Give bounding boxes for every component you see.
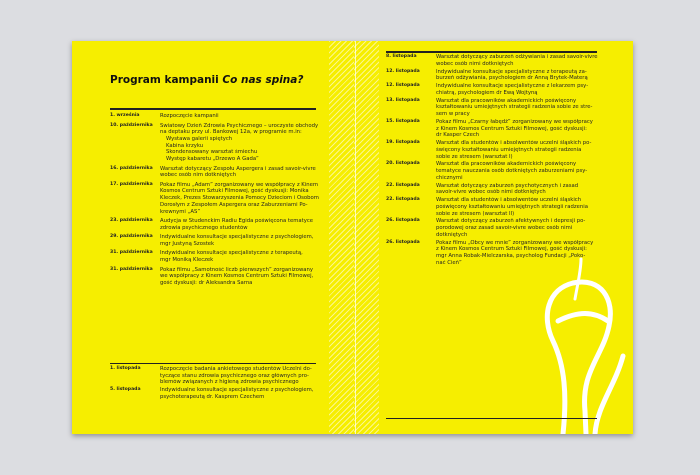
event-description xyxy=(436,98,597,118)
event-date: 10. października xyxy=(110,122,153,128)
event-description-line: psychoterapeutą dr. Kasprem Czechem xyxy=(160,394,265,400)
event-date: 12. listopada xyxy=(386,68,420,74)
event-description-line: chicznymi xyxy=(436,174,463,181)
event-description xyxy=(160,267,316,287)
event-description xyxy=(436,197,597,217)
event-description xyxy=(160,113,316,120)
bottom-rule-right xyxy=(386,418,597,419)
event-description-line: Audycja w Studenckim Radiu Egida poświęcona tematyce xyxy=(160,218,314,225)
event-row xyxy=(386,218,597,238)
event-row xyxy=(110,366,316,386)
event-date: 17. października xyxy=(110,181,153,187)
event-description-line: Pokaz filmu „Samotność liczb pierwszych” zorganizowany xyxy=(160,266,314,273)
event-description-line: sem w pracy xyxy=(436,111,470,118)
event-description-line: Warsztat dla studentów i absolwentów uczelni śląskich po- xyxy=(436,140,592,147)
event-date: 20. listopada xyxy=(386,161,420,167)
event-date: 15. listopada xyxy=(386,118,420,124)
event-description-line: kształtowaniu umiejętnych strategii radzenia sobie ze stre- xyxy=(436,104,593,111)
event-date: 31. października xyxy=(110,250,153,256)
program-item: Występ kabaretu „Drzewo A Gada” xyxy=(166,156,259,163)
event-description-line: Rozpoczęcie kampanii xyxy=(160,113,219,119)
event-row xyxy=(110,387,316,400)
section-rule xyxy=(110,363,316,364)
event-row xyxy=(110,250,316,263)
program-item: Kabina krzyku xyxy=(166,142,204,149)
event-description-line: burzeń odżywiania, psychologiem dr Anną Brytek-Materą xyxy=(436,75,588,82)
event-date: 19. listopada xyxy=(386,140,420,146)
event-description-line: Indywidualne konsultacje specjalistyczne z psychologiem, xyxy=(160,234,314,241)
event-date: 1. września xyxy=(110,113,140,118)
spine-line xyxy=(355,41,356,434)
event-description-line: Pokaz filmu „Czarny łabędź” zorganizowany we współpracy xyxy=(436,118,593,125)
left-page xyxy=(72,41,354,434)
event-description xyxy=(160,387,316,400)
event-row xyxy=(386,240,597,267)
event-row xyxy=(386,98,597,118)
event-date: 22. listopada xyxy=(386,182,420,188)
event-row xyxy=(386,54,597,67)
event-date: 26. listopada xyxy=(386,239,420,245)
event-description-line: Warsztat dotyczący zaburzeń psychotycznych i zasad xyxy=(436,182,579,189)
event-row xyxy=(110,113,316,120)
events-table-november xyxy=(110,366,316,402)
event-description-line: gość dyskusji: dr Aleksandra Sarna xyxy=(160,280,253,287)
title-main: Program kampanii xyxy=(110,74,223,86)
event-description-line: Pokaz filmu „Obcy we mnie” zorganizowany we współpracy xyxy=(436,239,594,246)
event-date: 29. października xyxy=(110,234,153,240)
event-date: 8. listopada xyxy=(386,54,417,59)
event-description-line: tematyce nauczania osób dotkniętych zaburzeniami psy- xyxy=(436,168,588,175)
page-title xyxy=(110,74,303,86)
event-description xyxy=(160,166,316,179)
event-description xyxy=(436,183,597,196)
event-description-line: Indywidualne konsultacje specjalistyczne z lekarzem psy- xyxy=(436,83,589,90)
event-row xyxy=(110,267,316,287)
event-description-line: Pokaz filmu „Adam” zorganizowany we współpracy z Kinem xyxy=(160,181,319,188)
event-description-line: nać Cień” xyxy=(436,259,462,266)
event-date: 5. listopada xyxy=(110,387,141,393)
event-row xyxy=(386,197,597,217)
event-description-line: wobec osób nim dotkniętych xyxy=(160,172,237,179)
event-description-line: święcony kształtowaniu umiejętnych strategii radzenia xyxy=(436,146,582,153)
event-date: 13. listopada xyxy=(386,97,420,103)
event-description-line: sobie ze stresem (warsztat I) xyxy=(436,153,513,160)
event-row xyxy=(386,119,597,139)
event-description-line: Warsztat dotyczący zaburzeń odżywiania i zasad savoir-vivre xyxy=(436,54,598,60)
event-row xyxy=(386,183,597,196)
event-description-line: Światowy Dzień Zdrowia Psychicznego – uroczyste obchody xyxy=(160,122,319,129)
event-description-line: blemów związanych z higieną zdrowia psychicznego xyxy=(160,379,299,386)
event-description-line: dr Kasper Czech xyxy=(436,132,480,139)
event-description xyxy=(436,54,598,67)
event-description xyxy=(436,218,597,238)
spine-stripes-right xyxy=(354,41,379,434)
event-date: 1. listopada xyxy=(110,366,141,371)
event-description xyxy=(160,218,316,231)
event-description xyxy=(160,366,316,386)
event-description xyxy=(436,140,597,160)
events-table-right xyxy=(386,54,597,268)
event-description-line: mgr Justyną Szostek xyxy=(160,240,215,247)
event-description-line: sobie ze stresem (warsztat II) xyxy=(436,210,515,217)
event-date: 31. października xyxy=(110,266,153,272)
event-row xyxy=(110,218,316,231)
event-row xyxy=(386,69,597,82)
event-row xyxy=(386,140,597,160)
event-description xyxy=(160,234,316,247)
event-description-line: porodowej oraz zasad savoir-vivre wobec osób nimi xyxy=(436,225,573,232)
event-description-line: dotkniętych xyxy=(436,231,468,238)
event-description-line: Warsztat dla studentów i absolwentów uczelni śląskich xyxy=(436,197,582,204)
program-item: Wystawa galerii spiętych xyxy=(166,135,233,142)
event-description-line: mgr Moniką Kleczek xyxy=(160,257,214,264)
event-row xyxy=(386,83,597,96)
events-table-october xyxy=(110,113,319,290)
event-description xyxy=(436,161,597,181)
right-page xyxy=(354,41,633,434)
event-row xyxy=(386,161,597,181)
top-rule-right xyxy=(386,51,597,53)
event-description-line: z Kinem Kosmos Centrum Sztuki Filmowej, gość dyskusji: xyxy=(436,246,587,253)
event-row xyxy=(110,234,316,247)
event-description-line: Dorosłym z Zespołem Aspergera oraz Zaburzeniami Po- xyxy=(160,201,308,208)
event-description-line: chiatrą, psychologiem dr Ewą Wojtyną xyxy=(436,89,538,96)
top-rule xyxy=(110,108,316,110)
event-description-line: na deptaku przy ul. Bankowej 12a, w programie m.in: xyxy=(160,129,302,136)
event-description-line: we współpracy z Kinem Kosmos Centrum Sztuki Filmowej, xyxy=(160,273,314,280)
event-row xyxy=(110,166,316,179)
event-description xyxy=(160,123,318,163)
event-description xyxy=(160,182,319,216)
event-description-line: Indywidualne konsultacje specjalistyczne z terapeutą, xyxy=(160,250,303,257)
event-description-line: Kleczek, Prezes Stowarzyszenia Pomocy Dzieciom i Osobom xyxy=(160,195,319,202)
spine-stripes-left xyxy=(329,41,354,434)
event-date: 23. października xyxy=(110,218,153,224)
event-description xyxy=(160,250,316,263)
title-italic: Co nas spina? xyxy=(222,74,304,86)
event-description-line: poświęcony kształtowaniu umiejętnych strategii radzenia xyxy=(436,203,588,210)
event-description-line: krewnymi „AS” xyxy=(160,208,201,215)
event-description-line: Kosmos Centrum Sztuki Filmowej, gość dyskusji: Monika xyxy=(160,188,309,195)
event-description-line: Warsztat dla pracowników akademickich poświęcony xyxy=(436,161,577,168)
event-description-line: Warsztat dla pracowników akademickich poświęcony xyxy=(436,97,577,104)
event-description-line: Warsztat dotyczący zaburzeń afektywnych i depresji po- xyxy=(436,218,586,225)
event-description-line: Indywidualne konsultacje specjalistyczne z terapeutą za- xyxy=(436,68,587,75)
program-item: Skondensowany warsztat śmiechu xyxy=(166,149,258,156)
event-description xyxy=(436,83,597,96)
event-date: 12. listopada xyxy=(386,83,420,89)
event-description-line: mgr Anna Robak-Mielczarska, psycholog Fundacji „Poko- xyxy=(436,253,586,260)
event-date: 16. października xyxy=(110,165,153,171)
event-row xyxy=(110,181,319,216)
event-description-line: savoir-vivre wobec osób nimi dotkniętych xyxy=(436,189,546,196)
event-row xyxy=(110,122,319,163)
event-date: 22. listopada xyxy=(386,197,420,203)
event-description-line: Rozpoczęcie badania ankietowego studentów Uczelni do- xyxy=(160,366,312,372)
event-description-line: zdrowia psychicznego studentów xyxy=(160,224,248,231)
event-description xyxy=(436,119,597,139)
event-date: 26. listopada xyxy=(386,218,420,224)
event-description xyxy=(436,240,597,267)
event-description-line: wobec osób nimi dotkniętych xyxy=(436,60,514,67)
event-description-line: Warsztat dotyczący Zespołu Aspergera i zasad savoir-vivre xyxy=(160,165,316,172)
brochure-spread xyxy=(72,41,633,434)
event-description-line: Indywidualne konsultacje specjalistyczne z psychologiem, xyxy=(160,387,314,394)
event-description-line: tyczące stanu zdrowia psychicznego oraz głównych pro- xyxy=(160,372,309,379)
event-description xyxy=(436,69,597,82)
event-description-line: z Kinem Kosmos Centrum Sztuki Filmowej, gość dyskusji: xyxy=(436,125,587,132)
